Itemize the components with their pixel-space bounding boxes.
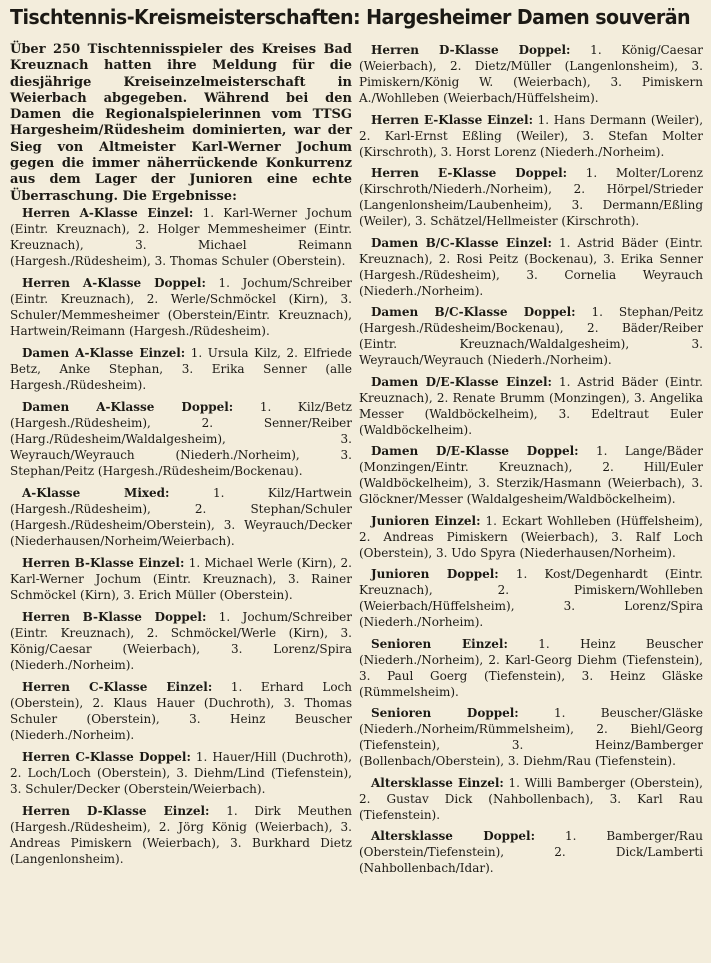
result-section — [359, 235, 703, 299]
section-title: Herren E-Klasse Einzel: — [371, 112, 534, 127]
section-title: A-Klasse Mixed: — [22, 485, 170, 500]
section-title: Damen D/E-Klasse Einzel: — [371, 374, 552, 389]
right-column — [359, 42, 703, 882]
result-section — [359, 443, 703, 507]
result-section — [359, 165, 703, 229]
result-section — [359, 775, 703, 823]
section-title: Herren B-Klasse Einzel: — [22, 555, 185, 570]
result-section — [359, 112, 703, 160]
section-results: 1. Jochum/Schreiber (Eintr. Kreuznach), 2. Schmöckel/Werle (Kirn), 3. König/Caesar (Weierbach), 3. Lorenz/Spira (Niederh./Norheim). — [10, 609, 353, 672]
article-columns — [10, 42, 703, 882]
section-results: 1. Hans Dermann (Weiler), 2. Karl-Ernst Eßling (Weiler), 3. Stefan Molter (Kirschroth), 3. Horst Lorenz (Niederh./Norheim). — [359, 112, 704, 159]
lead-paragraph: Über 250 Tischtennisspieler des Kreises Bad Kreuznach hatten ihre Meldung für die diesjährige Kreiseinzelmeisterschaft in Weierbach abgegeben. Während bei den Damen die Regionalspielerinnen vom TTSG Hargesheim/Rüdesheim dominierten, war der Sieg von Altmeister Karl-Werner Jochum gegen die immer näherrückende Konkurrenz aus dem Lager der Junioren eine echte Überraschung. Die Ergebnisse: — [10, 42, 352, 204]
section-results: 1. Lange/Bäder (Monzingen/Eintr. Kreuznach), 2. Hill/Euler (Waldböckelheim), 3. Sterzik/Hasmann (Weierbach), 3. Glöckner/Messer (Waldalgesheim/Waldböckelheim). — [359, 444, 703, 506]
result-section — [10, 803, 352, 867]
section-title: Senioren Doppel: — [371, 706, 519, 720]
section-title: Herren E-Klasse Doppel: — [371, 166, 568, 180]
section-results: 1. Astrid Bäder (Eintr. Kreuznach), 2. Rosi Peitz (Bockenau), 3. Erika Senner (Hargesh./Rüdesheim), 3. Cornelia Weyrauch (Niederh./Norheim). — [359, 235, 703, 298]
result-section — [10, 749, 352, 797]
section-results: 1. Kilz/Betz (Hargesh./Rüdesheim), 2. Senner/Reiber (Harg./Rüdesheim/Waldalgesheim), 3. Weyrauch/Weyrauch (Niederh./Norheim), 3. Stephan/Peitz (Hargesh./Rüdesheim/Bockenau). — [10, 399, 352, 478]
result-section — [359, 566, 703, 630]
section-results: 1. Hauer/Hill (Duchroth), 2. Loch/Loch (Oberstein), 3. Diehm/Lind (Tiefenstein), 3. Schuler/Decker (Oberstein/Weierbach). — [10, 749, 352, 796]
section-title: Herren D-Klasse Einzel: — [22, 803, 210, 818]
result-section — [359, 705, 703, 769]
section-title: Senioren Einzel: — [371, 636, 508, 651]
section-results: 1. Erhard Loch (Oberstein), 2. Klaus Hauer (Duchroth), 3. Thomas Schuler (Oberstein), 3. Heinz Beuscher (Niederh./Norheim). — [10, 679, 352, 742]
section-results: 1. Kost/Degenhardt (Eintr. Kreuznach), 2. Pimiskern/Wohlleben (Weierbach/Hüffelsheim), 3. Lorenz/Spira (Niederh./Norheim). — [359, 567, 703, 629]
result-section — [359, 513, 703, 561]
section-results: 1. König/Caesar (Weierbach), 2. Dietz/Müller (Langenlonsheim), 3. Pimiskern/König W. (Weierbach), 3. Pimiskern A./Wohlleben (Weierbach/Hüffelsheim). — [359, 43, 703, 105]
section-results: 1. Bamberger/Rau (Oberstein/Tiefenstein), 2. Dick/Lamberti (Nahbollenbach/Idar). — [359, 829, 703, 875]
result-section — [10, 345, 352, 393]
result-section — [10, 485, 352, 549]
result-section — [10, 679, 352, 743]
left-column — [10, 42, 352, 882]
section-title: Herren C-Klasse Doppel: — [22, 749, 191, 764]
result-section — [359, 42, 703, 106]
result-section — [10, 205, 352, 269]
section-results: 1. Ursula Kilz, 2. Elfriede Betz, Anke Stephan, 3. Erika Senner (alle Hargesh./Rüdesheim). — [10, 345, 352, 392]
section-title: Altersklasse Einzel: — [371, 775, 504, 790]
result-section — [10, 555, 352, 603]
result-section — [359, 374, 703, 438]
result-section — [359, 828, 703, 876]
section-results: 1. Astrid Bäder (Eintr. Kreuznach), 2. Renate Brumm (Monzingen), 3. Angelika Messer (Waldböckelheim), 3. Edeltraut Euler (Waldböckelheim). — [359, 374, 703, 437]
section-results: 1. Molter/Lorenz (Kirschroth/Niederh./Norheim), 2. Hörpel/Strieder (Langenlonsheim/Laubenheim), 3. Dermann/Eßling (Weiler), 3. Schätzel/Hellmeister (Kirschroth). — [359, 166, 703, 228]
section-title: Herren D-Klasse Doppel: — [371, 43, 571, 57]
section-results: 1. Karl-Werner Jochum (Eintr. Kreuznach), 2. Holger Memmesheimer (Eintr. Kreuznach), 3. Michael Reimann (Hargesh./Rüdesheim), 3. Thomas Schuler (Oberstein). — [10, 205, 352, 268]
section-results: 1. Beuscher/Gläske (Niederh./Norheim/Rümmelsheim), 2. Biehl/Georg (Tiefenstein), 3. Heinz/Bamberger (Bollenbach/Oberstein), 3. Diehm/Rau (Tiefenstein). — [359, 706, 703, 768]
section-results: 1. Michael Werle (Kirn), 2. Karl-Werner Jochum (Eintr. Kreuznach), 3. Rainer Schmöckel (Kirn), 3. Erich Müller (Oberstein). — [10, 555, 352, 602]
section-title: Altersklasse Doppel: — [371, 829, 536, 843]
result-section — [359, 304, 703, 368]
section-title: Herren B-Klasse Doppel: — [22, 609, 207, 624]
result-section — [10, 275, 352, 339]
section-results: 1. Heinz Beuscher (Niederh./Norheim), 2. Karl-Georg Diehm (Tiefenstein), 3. Paul Goerg (Tiefenstein), 3. Heinz Gläske (Rümmelsheim). — [359, 636, 703, 699]
result-section — [359, 636, 703, 700]
result-section — [10, 609, 352, 673]
section-results: 1. Jochum/Schreiber (Eintr. Kreuznach), 2. Werle/Schmöckel (Kirn), 3. Schuler/Memmesheimer (Oberstein/Eintr. Kreuznach), Hartwein/Reimann (Hargesh./Rüdesheim). — [10, 275, 352, 338]
section-title: Damen A-Klasse Einzel: — [22, 345, 186, 360]
section-results: 1. Stephan/Peitz (Hargesh./Rüdesheim/Bockenau), 2. Bäder/Reiber (Eintr. Kreuznach/Waldalgesheim), 3. Weyrauch/Weyrauch (Niederh./Norheim). — [359, 305, 703, 367]
section-title: Junioren Doppel: — [371, 567, 499, 581]
section-title: Damen D/E-Klasse Doppel: — [371, 444, 579, 458]
section-results: 1. Willi Bamberger (Oberstein), 2. Gustav Dick (Nahbollenbach), 3. Karl Rau (Tiefenstein). — [359, 775, 703, 822]
section-title: Damen A-Klasse Doppel: — [22, 399, 234, 414]
section-title: Herren A-Klasse Doppel: — [22, 275, 206, 290]
section-results: 1. Eckart Wohlleben (Hüffelsheim), 2. Andreas Pimiskern (Weierbach), 3. Ralf Loch (Oberstein), 3. Udo Spyra (Niederhausen/Norheim). — [359, 513, 703, 560]
section-results: 1. Dirk Meuthen (Hargesh./Rüdesheim), 2. Jörg König (Weierbach), 3. Andreas Pimiskern (Weierbach), 3. Burkhard Dietz (Langenlonsheim). — [10, 803, 353, 866]
headline: Tischtennis-Kreismeisterschaften: Hargesheimer Damen souverän — [10, 5, 691, 29]
section-results: 1. Kilz/Hartwein (Hargesh./Rüdesheim), 2. Stephan/Schuler (Hargesh./Rüdesheim/Oberstein), 3. Weyrauch/Decker (Niederhausen/Norheim/Weierbach). — [10, 485, 352, 548]
result-section — [10, 399, 352, 479]
section-title: Herren A-Klasse Einzel: — [22, 205, 194, 220]
section-title: Herren C-Klasse Einzel: — [22, 679, 213, 694]
section-title: Damen B/C-Klasse Einzel: — [371, 235, 552, 250]
section-title: Damen B/C-Klasse Doppel: — [371, 305, 576, 319]
section-title: Junioren Einzel: — [371, 513, 481, 528]
